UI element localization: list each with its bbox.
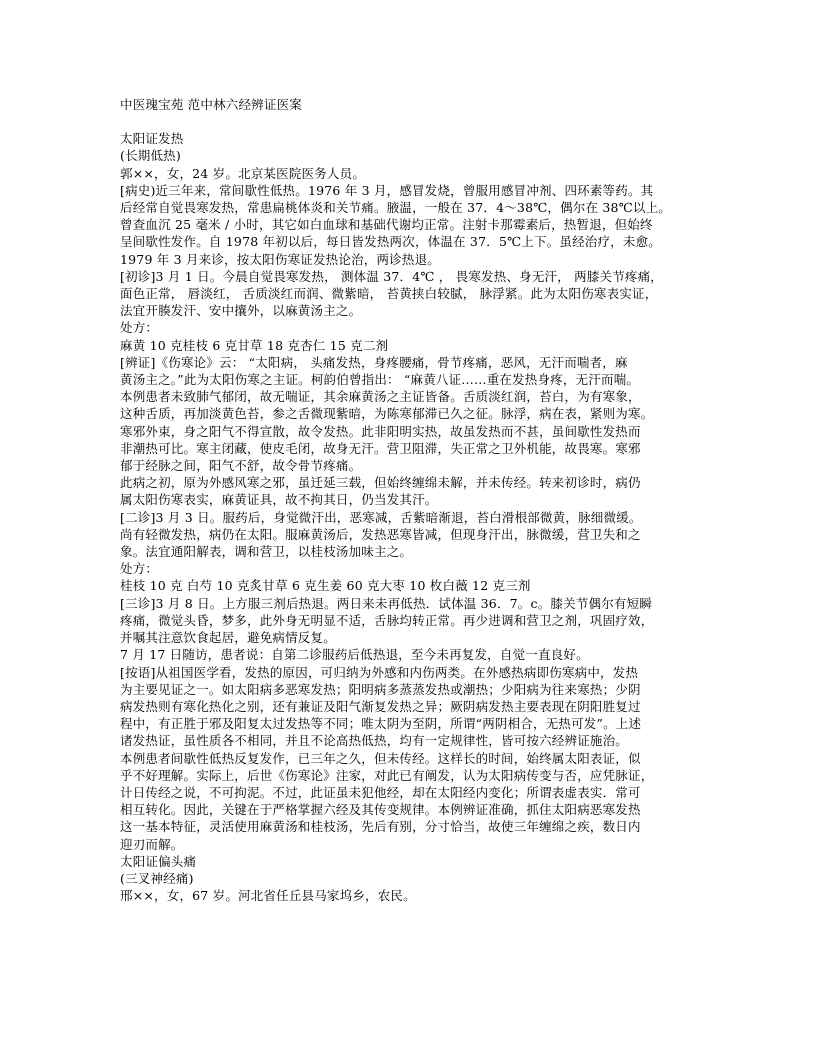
text-line: 呈间歇性发作。自 1978 年初以后，每日皆发热两次，体温在 37．5℃上下。虽经治疗，未愈。 xyxy=(120,234,661,250)
analysis-paragraph-2 xyxy=(120,474,700,508)
text-line: 法宜开腠发汗、安中攘外，以麻黄汤主之。 xyxy=(120,303,362,319)
text-line: [辨证]《伤寒论》云： “太阳病， 头痛发热，身疼腰痛，骨节疼痛，恶风，无汗而喘者，麻 xyxy=(120,354,628,370)
text-line: 郁于经脉之间，阳气不舒，故令骨节疼痛。 xyxy=(120,458,362,474)
prescription-label: 处方： xyxy=(120,561,159,577)
text-line: 曾查血沉 25 毫米 / 小时，其它如白血球和基础代谢均正常。注射卡那霉素后，热暂退，但始终 xyxy=(120,217,653,233)
section-title: 太阳证偏头痛 xyxy=(120,853,197,869)
text-line: 本例患者间歇性低热反复发作，已三年之久，但未传经。这样长的时间，始终属太阳表证，似 xyxy=(120,750,641,766)
prescription: 桂枝 10 克 白芍 10 克炙甘草 6 克生姜 60 克大枣 10 枚白薇 12 克三剂 xyxy=(120,578,531,594)
text-line: 本例患者未致肺气郁闭，故无喘证，其余麻黄汤之主证皆备。舌质淡红润，苔白，为有寒象， xyxy=(120,389,641,405)
text-line: 这一基本特征，灵活使用麻黄汤和桂枝汤，先后有别，分寸恰当，故使三年缠绵之疾，数日内 xyxy=(120,819,641,835)
text-line: 属太阳伤寒表实，麻黄证具，故不拘其日，仍当发其汗。 xyxy=(120,492,438,508)
prescription-label: 处方： xyxy=(120,320,159,336)
text-line: 1979 年 3 月来诊，按太阳伤寒证发热论治，两诊热退。 xyxy=(120,251,440,267)
text-line: 黄汤主之。”此为太阳伤寒之主证。柯韵伯曾指出： “麻黄八证……重在发热身疼，无汗而喘。 xyxy=(120,372,640,388)
text-line: 这种舌质，再加淡黄色苔，参之舌微现紫暗，为陈寒郁滞已久之征。脉浮，病在表，紧则为寒。 xyxy=(120,406,654,422)
text-line: 面色正常， 唇淡红， 舌质淡红而润、微紫暗， 苔黄挟白较腻， 脉浮紧。此为太阳伤寒表实证， xyxy=(120,286,658,302)
document-body xyxy=(120,96,700,904)
analysis-paragraph xyxy=(120,354,700,474)
text-line: [三诊]3 月 8 日。上方服三剂后热退。两日来未再低热．试体温 36．7。c。膝关节偶尔有短瞬 xyxy=(120,595,653,611)
text-line: 迎刃而解。 xyxy=(120,836,184,852)
section-subtitle: (三叉神经痛) xyxy=(120,870,194,886)
second-visit-paragraph xyxy=(120,509,700,561)
text-line: 相互转化。因此，关键在于严格掌握六经及其传变规律。本例辨证准确，抓住太阳病恶寒发热 xyxy=(120,802,641,818)
text-line: [病史)近三年来，常间歇性低热。1976 年 3 月，感冒发烧，曾服用感冒冲剂、四环素等药。其 xyxy=(120,182,654,198)
text-line: 尚有轻微发热，病仍在太阳。服麻黄汤后，发热恶寒皆减，但现身汗出，脉微缓，营卫失和之 xyxy=(120,526,641,542)
prescription: 麻黄 10 克桂枝 6 克甘草 18 克杏仁 15 克二剂 xyxy=(120,337,389,353)
text-line: 非潮热可比。寒主闭藏，使皮毛闭，故身无汗。营卫阻滞，失正常之卫外机能，故畏寒。寒邪 xyxy=(120,440,641,456)
patient-info: 郭××，女，24 岁。北京某医院医务人员。 xyxy=(120,165,366,181)
first-visit-paragraph xyxy=(120,268,700,320)
section-subtitle: (长期低热) xyxy=(120,148,181,164)
text-line: [二诊]3 月 3 日。服药后，身觉微汗出，恶寒减，舌紫暗渐退，苔白滑根部微黄，脉细微缓。 xyxy=(120,509,642,525)
note-paragraph xyxy=(120,664,700,750)
text-line: 为主要见证之一。如太阳病多恶寒发热；阳明病多蒸蒸发热或潮热；少阳病为往来寒热；少阴 xyxy=(120,681,641,697)
page-header: 中医瑰宝苑 范中林六经辨证医案 xyxy=(120,97,302,112)
text-line: 后经常自觉畏寒发热，常患扁桃体炎和关节痛。腋温，一般在 37．4～38℃，偶尔在 38℃以上。 xyxy=(120,200,671,216)
note-paragraph-2 xyxy=(120,750,700,853)
third-visit-paragraph xyxy=(120,595,700,647)
text-line: 象。法宜通阳解表，调和营卫，以桂枝汤加味主之。 xyxy=(120,544,413,560)
text-line: 乎不好理解。实际上，后世《伤寒论》注家，对此已有阐发，认为太阳病传变与否，应凭脉证， xyxy=(120,767,654,783)
section-title: 太阳证发热 xyxy=(120,131,184,147)
text-line: 诸发热证，虽性质各不相同，并且不论高热低热，均有一定规律性，皆可按六经辨证施治。 xyxy=(120,733,629,749)
text-line: 计日传经之说，不可拘泥。不过，此证虽未犯他经，却在太阳经内变化；所谓表虚表实．常可 xyxy=(120,784,641,800)
text-line: 此病之初，原为外感风寒之邪，虽迁延三载，但始终缠绵未解，并未传经。转来初诊时，病仍 xyxy=(120,475,641,491)
text-line: [按语]从祖国医学看，发热的原因，可归纳为外感和内伤两类。在外感热病即伤寒病中，发热 xyxy=(120,664,639,680)
patient-info: 邢××，女，67 岁。河北省任丘县马家坞乡，农民。 xyxy=(120,888,416,904)
text-line: 程中，有正胜于邪及阳复太过发热等不同；唯太阴为至阴，所谓“两阴相合，无热可发”。上述 xyxy=(120,716,642,732)
text-line: 寒邪外束，身之阳气不得宣散，故令发热。此非阳明实热，故虽发热而不甚，虽间歇性发热而 xyxy=(120,423,641,439)
followup-paragraph: 7 月 17 日随访，患者说：自第二诊服药后低热退，至今未再复发，自觉一直良好。 xyxy=(120,647,589,663)
text-line: 疼痛，微觉头昏，梦多，此外身无明显不适，舌脉均转正常。再少进调和营卫之剂，巩固疗效， xyxy=(120,612,654,628)
text-line: 并嘱其注意饮食起居，避免病情反复。 xyxy=(120,630,336,646)
text-line: 病发热则有寒化热化之别，还有兼证及阳气渐复发热之异；厥阴病发热主要表现在阴阳胜复过 xyxy=(120,698,641,714)
text-line: [初诊]3 月 1 日。今晨自觉畏寒发热， 测体温 37．4℃ ， 畏寒发热、身无汗， 两膝关节疼痛， xyxy=(120,268,663,284)
history-paragraph xyxy=(120,182,700,268)
